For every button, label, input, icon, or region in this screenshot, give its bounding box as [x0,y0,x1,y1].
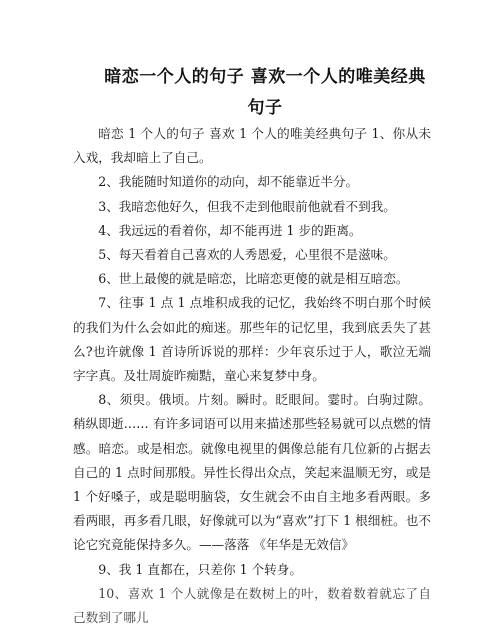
paragraph: 10、喜欢 1 个人就像是在数树上的叶，数着数着就忘了自己数到了哪儿 [73,585,431,626]
article-body [73,122,431,630]
paragraph: 2、我能随时知道你的动向，却不能靠近半分。 [98,174,359,190]
paragraph: 4、我远远的看着你，却不能再进 1 步的距离。 [98,222,362,238]
document-title-line-1: 暗恋一个人的句子 喜欢一个人的唯美经典 [104,67,426,87]
paragraph: 8、须臾。俄顷。片刻。瞬时。眨眼间。霎时。白驹过隙。稍纵即逝…… 有许多词语可以用来描述那些轻易就可以点燃的情感。暗恋。或是相恋。就像电视里的偶像总能有几位新的占据去自己的 1 点时间那般。异性长得出众点，笑起来温顺无穷，或是 1 个好嗓子，或是聪明脑袋，女生就会不由自主地多看两眼。多看两眼，再多看几眼，好像就可以为“喜欢”打下 1 根细桩。也不论它究竟能保持多久。——落落 《年华是无效信》 [73,392,431,553]
document-title-line-2: 句子 [247,98,283,118]
paragraph: 5、每天看着自己喜欢的人秀恩爱，心里很不是滋味。 [98,247,396,263]
paragraph: 暗恋 1 个人的句子 喜欢 1 个人的唯美经典句子 1、你从未入戏，我却暗上了自己。 [73,126,431,166]
paragraph: 6、世上最傻的就是暗恋，比暗恋更傻的就是相互暗恋。 [98,271,409,287]
paragraph: 9、我 1 直都在，只差你 1 个转身。 [98,561,302,577]
paragraph: 3、我暗恋他好久，但我不走到他眼前他就看不到我。 [98,198,396,214]
paragraph: 7、往事 1 点 1 点堆积成我的记忆，我始终不明白那个时候的我们为什么会如此的痴迷。那些年的记忆里，我到底丢失了甚么?也许就像 1 首诗所诉说的那样：少年哀乐过于人，歌泣无端字字真。及壮周旋昨痴黠，童心来复梦中身。 [73,295,431,384]
